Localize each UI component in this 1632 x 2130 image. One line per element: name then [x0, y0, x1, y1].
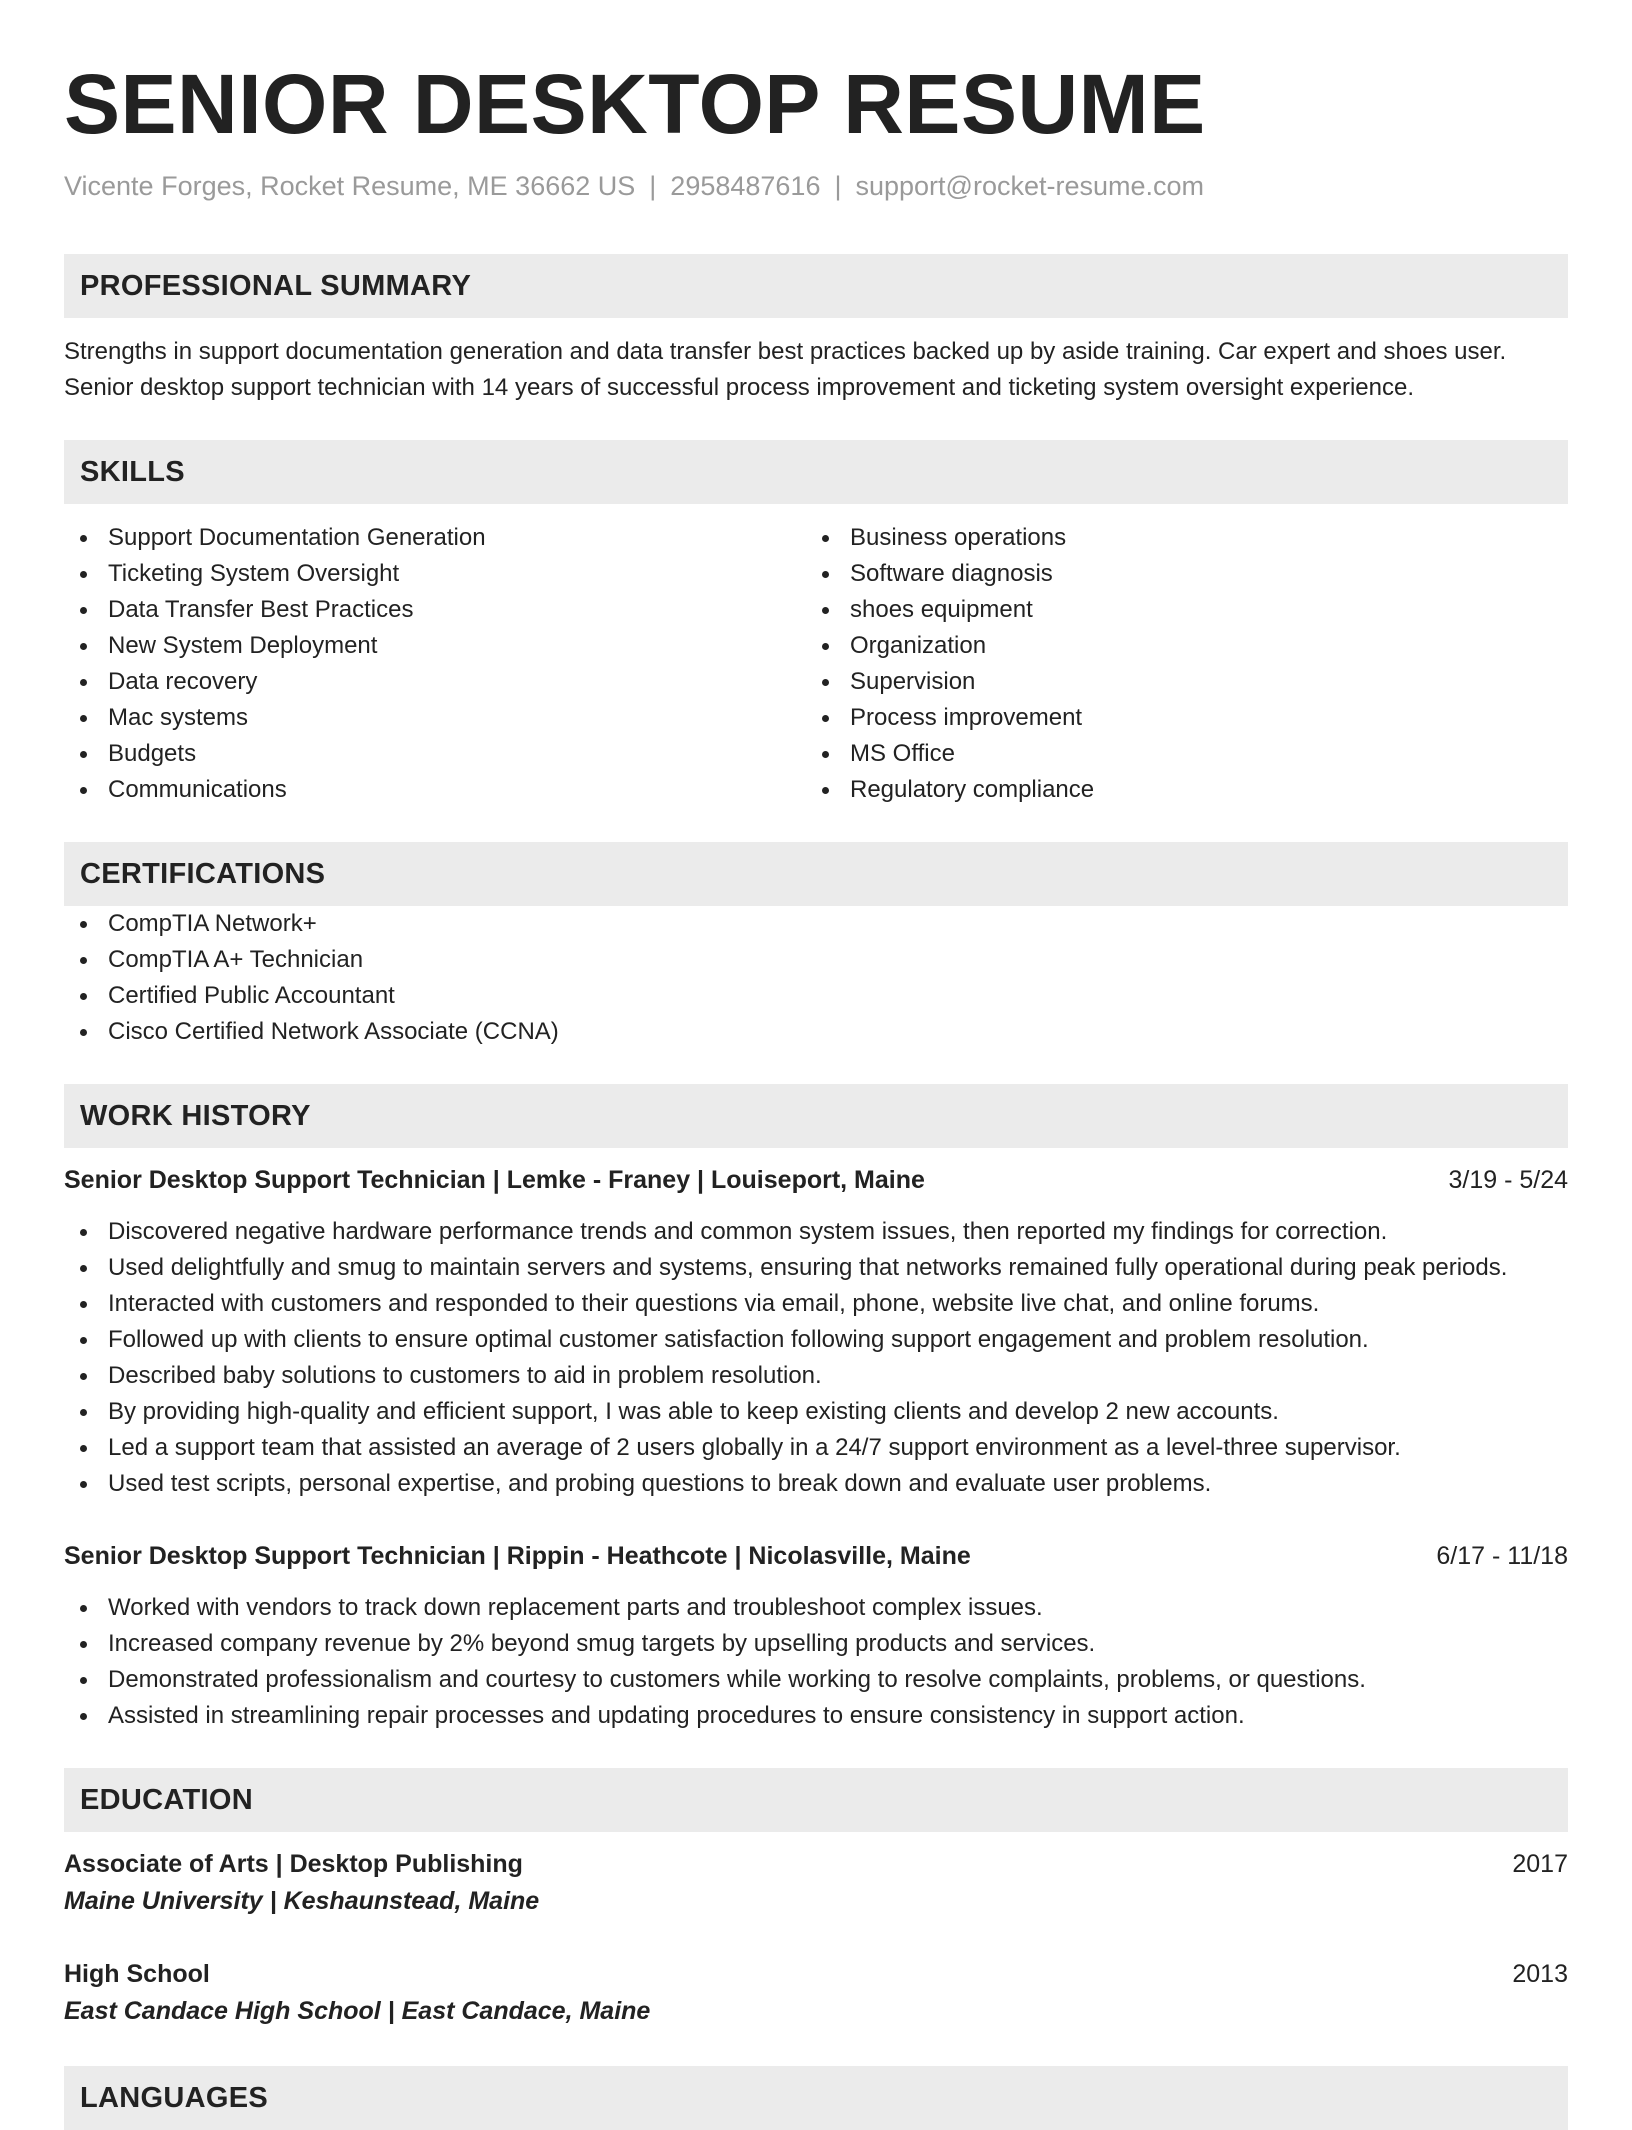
- job-entry: [64, 1538, 1568, 1734]
- bullet-icon: [80, 1337, 87, 1344]
- job-bullet: Worked with vendors to track down replacement parts and troubleshoot complex issues.: [64, 1590, 1568, 1626]
- contact-separator: |: [649, 171, 657, 201]
- education-year: 2017: [1512, 1850, 1568, 1878]
- bullet-icon: [80, 1605, 87, 1612]
- job-bullet: Used delightfully and smug to maintain servers and systems, ensuring that networks remained fully operational during peak periods.: [64, 1250, 1568, 1286]
- skill-item: Data Transfer Best Practices: [64, 592, 806, 628]
- certifications-list: [64, 906, 1568, 1050]
- bullet-icon: [80, 643, 87, 650]
- bullet-icon: [822, 607, 829, 614]
- certification-item: Certified Public Accountant: [64, 978, 1568, 1014]
- education-entry: [64, 1846, 1568, 1920]
- education-degree: High School: [64, 1960, 210, 1988]
- bullet-icon: [80, 1641, 87, 1648]
- summary-text: [64, 334, 1568, 406]
- job-title: Senior Desktop Support Technician | Lemke - Franey | Louiseport, Maine: [64, 1166, 925, 1194]
- job-bullet: Demonstrated professionalism and courtesy to customers while working to resolve complaints, problems, or questions.: [64, 1662, 1568, 1698]
- certification-item: CompTIA A+ Technician: [64, 942, 1568, 978]
- job-entry: [64, 1162, 1568, 1502]
- bullet-icon: [80, 1677, 87, 1684]
- job-header: [64, 1538, 1568, 1574]
- bullet-icon: [822, 571, 829, 578]
- bullet-icon: [822, 715, 829, 722]
- education-header: [64, 1956, 1568, 1992]
- job-title: Senior Desktop Support Technician | Rippin - Heathcote | Nicolasville, Maine: [64, 1542, 971, 1570]
- bullet-icon: [80, 787, 87, 794]
- resume-page: [64, 0, 1568, 2130]
- job-bullet: Interacted with customers and responded to their questions via email, phone, website live chat, and online forums.: [64, 1286, 1568, 1322]
- bullet-icon: [80, 535, 87, 542]
- job-bullets: [64, 1590, 1568, 1734]
- skill-item: Process improvement: [806, 700, 1548, 736]
- contact-separator: |: [834, 171, 842, 201]
- skill-item: MS Office: [806, 736, 1548, 772]
- bullet-icon: [80, 679, 87, 686]
- skill-item: Communications: [64, 772, 806, 808]
- section-header-certifications: CERTIFICATIONS: [64, 842, 1568, 906]
- job-bullet: Assisted in streamlining repair processes and updating procedures to ensure consistency in support action.: [64, 1698, 1568, 1734]
- job-bullet: Increased company revenue by 2% beyond smug targets by upselling products and services.: [64, 1626, 1568, 1662]
- job-dates: 6/17 - 11/18: [1436, 1542, 1568, 1570]
- education-degree: Associate of Arts | Desktop Publishing: [64, 1850, 523, 1878]
- certification-item: Cisco Certified Network Associate (CCNA): [64, 1014, 1568, 1050]
- summary-line: Strengths in support documentation generation and data transfer best practices backed up by aside training. Car expert and shoes user.: [64, 338, 1507, 365]
- job-bullets: [64, 1214, 1568, 1502]
- bullet-icon: [822, 751, 829, 758]
- job-bullet: Used test scripts, personal expertise, and probing questions to break down and evaluate user problems.: [64, 1466, 1568, 1502]
- section-header-education: EDUCATION: [64, 1768, 1568, 1832]
- job-bullet: By providing high-quality and efficient support, I was able to keep existing clients and develop 2 new accounts.: [64, 1394, 1568, 1430]
- education-entry: [64, 1956, 1568, 2030]
- education-school: East Candace High School | East Candace, Maine: [64, 1997, 651, 2025]
- section-header-summary: PROFESSIONAL SUMMARY: [64, 254, 1568, 318]
- skill-item: shoes equipment: [806, 592, 1548, 628]
- certification-item: CompTIA Network+: [64, 906, 1568, 942]
- bullet-icon: [80, 993, 87, 1000]
- skill-item: Business operations: [806, 520, 1548, 556]
- bullet-icon: [822, 643, 829, 650]
- bullet-icon: [80, 1445, 87, 1452]
- resume-title: SENIOR DESKTOP RESUME: [64, 57, 1206, 151]
- bullet-icon: [80, 921, 87, 928]
- job-bullet: Followed up with clients to ensure optimal customer satisfaction following support engagement and problem resolution.: [64, 1322, 1568, 1358]
- education-year: 2013: [1512, 1960, 1568, 1988]
- job-header: [64, 1162, 1568, 1198]
- contact-phone: 2958487616: [670, 171, 821, 201]
- contact-line: [64, 168, 1568, 204]
- section-header-languages: LANGUAGES: [64, 2066, 1568, 2130]
- bullet-icon: [80, 751, 87, 758]
- bullet-icon: [80, 1373, 87, 1380]
- bullet-icon: [80, 1029, 87, 1036]
- skill-item: Ticketing System Oversight: [64, 556, 806, 592]
- bullet-icon: [80, 571, 87, 578]
- bullet-icon: [80, 1481, 87, 1488]
- education-header: [64, 1846, 1568, 1882]
- bullet-icon: [80, 1301, 87, 1308]
- bullet-icon: [822, 787, 829, 794]
- bullet-icon: [822, 535, 829, 542]
- bullet-icon: [80, 1229, 87, 1236]
- skill-item: Regulatory compliance: [806, 772, 1548, 808]
- skill-item: New System Deployment: [64, 628, 806, 664]
- bullet-icon: [80, 1265, 87, 1272]
- skill-item: Data recovery: [64, 664, 806, 700]
- job-bullet: Led a support team that assisted an average of 2 users globally in a 24/7 support environment as a level-three supervisor.: [64, 1430, 1568, 1466]
- bullet-icon: [80, 1713, 87, 1720]
- bullet-icon: [822, 679, 829, 686]
- contact-address: Vicente Forges, Rocket Resume, ME 36662 US: [64, 171, 636, 201]
- section-header-work-history: WORK HISTORY: [64, 1084, 1568, 1148]
- skills-column-right: [806, 520, 1548, 808]
- education-school: Maine University | Keshaunstead, Maine: [64, 1887, 540, 1915]
- contact-email: support@rocket-resume.com: [855, 171, 1205, 201]
- skill-item: Mac systems: [64, 700, 806, 736]
- skill-item: Support Documentation Generation: [64, 520, 806, 556]
- skill-item: Organization: [806, 628, 1548, 664]
- bullet-icon: [80, 607, 87, 614]
- skill-item: Supervision: [806, 664, 1548, 700]
- bullet-icon: [80, 1409, 87, 1416]
- skill-item: Budgets: [64, 736, 806, 772]
- job-bullet: Discovered negative hardware performance trends and common system issues, then reported my findings for correction.: [64, 1214, 1568, 1250]
- job-dates: 3/19 - 5/24: [1448, 1166, 1568, 1194]
- section-header-skills: SKILLS: [64, 440, 1568, 504]
- bullet-icon: [80, 715, 87, 722]
- skills-grid: [64, 520, 1568, 808]
- summary-line: Senior desktop support technician with 14 years of successful process improvement and ticketing system oversight experience.: [64, 374, 1414, 401]
- bullet-icon: [80, 957, 87, 964]
- skill-item: Software diagnosis: [806, 556, 1548, 592]
- job-bullet: Described baby solutions to customers to aid in problem resolution.: [64, 1358, 1568, 1394]
- skills-column-left: [64, 520, 806, 808]
